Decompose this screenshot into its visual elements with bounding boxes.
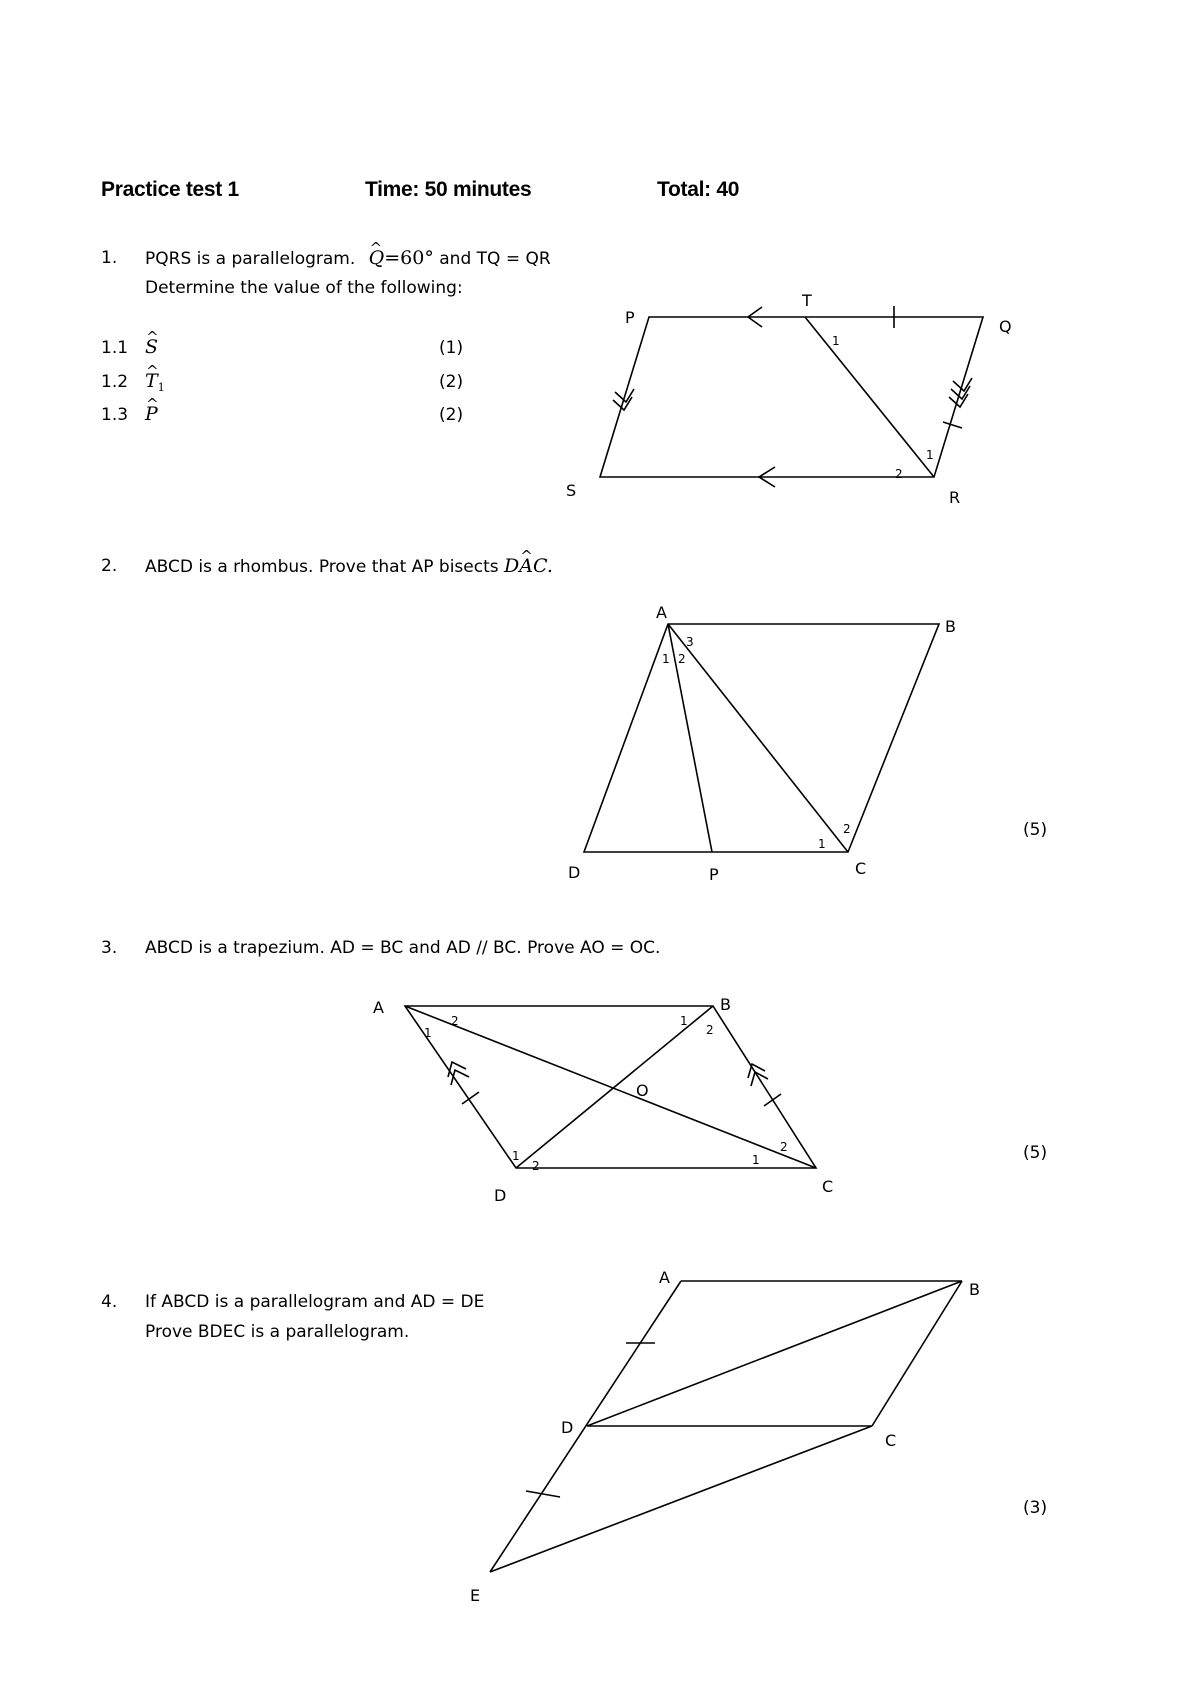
q2-label-a1: 1 <box>662 652 670 666</box>
q1-segment-tr <box>805 317 934 477</box>
diagram-q4-parallelogram <box>470 1268 980 1605</box>
diagram-q2-rhombus <box>568 603 956 884</box>
q2-text: ABCD is a rhombus. Prove that AP bisects <box>145 557 499 577</box>
q1-sub1-number: 1.1 <box>101 338 129 358</box>
q1-label-r: R <box>949 488 961 507</box>
q3-label-a2: 2 <box>451 1014 459 1028</box>
q1-tick-qr <box>943 422 962 428</box>
q3-arrow-ad-2 <box>451 1070 469 1085</box>
q1-text-b: and TQ = QR <box>439 249 551 269</box>
q3-statement: ABCD is a trapezium. AD = BC and AD // BC. Prove AO = OC. <box>145 938 661 958</box>
q1-text-a: PQRS is a parallelogram. <box>145 249 356 269</box>
q3-number: 3. <box>101 938 118 958</box>
q4-marks: (3) <box>1023 1498 1048 1518</box>
q2-label-c1: 1 <box>818 837 826 851</box>
q2-label-a2: 2 <box>678 652 686 666</box>
q2-label-a3: 3 <box>686 635 694 649</box>
q2-label-c2: 2 <box>843 822 851 836</box>
q3-label-a1: 1 <box>424 1026 432 1040</box>
q2-label-p: P <box>709 865 719 884</box>
q4-number: 4. <box>101 1292 118 1312</box>
q3-label-d2: 2 <box>532 1159 540 1173</box>
q4-label-d: D <box>561 1418 574 1437</box>
q1-instruction: Determine the value of the following: <box>145 278 463 298</box>
test-time: Time: 50 minutes <box>365 178 532 201</box>
q1-label-r1: 1 <box>926 448 934 462</box>
q2-label-a: A <box>656 603 667 622</box>
q4-segment-db <box>587 1281 962 1426</box>
test-total: Total: 40 <box>657 178 740 201</box>
q3-label-b2: 2 <box>706 1023 714 1037</box>
q2-segment-ap <box>668 624 712 852</box>
diagram-q3-trapezium <box>373 995 833 1205</box>
q4-line2: Prove BDEC is a parallelogram. <box>145 1322 410 1342</box>
q4-label-b: B <box>969 1280 980 1299</box>
q3-label-c2: 2 <box>780 1140 788 1154</box>
q1-label-t: T <box>802 291 812 310</box>
q1-angle: ^ Q=60° <box>369 247 434 269</box>
q3-label-o: O <box>636 1081 649 1100</box>
q4-line1: If ABCD is a parallelogram and AD = DE <box>145 1292 485 1312</box>
diagram-q1-parallelogram <box>566 291 1012 507</box>
q1-sub2-marks: (2) <box>439 372 464 392</box>
test-title: Practice test 1 <box>101 178 239 201</box>
q4-segment-bc <box>872 1281 962 1426</box>
q1-sub1-marks: (1) <box>439 338 464 358</box>
q4-label-a: A <box>659 1268 670 1287</box>
q1-sub2-number: 1.2 <box>101 372 129 392</box>
q2-segment-ac <box>668 624 848 852</box>
q1-label-s: S <box>566 481 577 500</box>
q3-label-b1: 1 <box>680 1014 688 1028</box>
q4-label-e: E <box>470 1586 481 1605</box>
q3-diagonal-ac <box>405 1006 816 1168</box>
q2-label-d: D <box>568 863 581 882</box>
q1-label-r2: 2 <box>895 467 903 481</box>
q3-marks: (5) <box>1023 1143 1048 1163</box>
q1-sub1-symbol: ^ S <box>145 337 158 357</box>
q3-label-d: D <box>494 1186 507 1205</box>
q1-number: 1. <box>101 248 118 268</box>
q2-abcd-outline <box>584 624 939 852</box>
q1-sub3-number: 1.3 <box>101 405 129 425</box>
q3-label-c: C <box>822 1177 834 1196</box>
q1-sub3-marks: (2) <box>439 405 464 425</box>
q4-segment-ec <box>490 1426 872 1572</box>
q3-label-a: A <box>373 998 384 1017</box>
q1-label-q: Q <box>999 317 1012 336</box>
q4-label-c: C <box>885 1431 897 1450</box>
q2-label-b: B <box>945 617 956 636</box>
q1-label-p: P <box>625 308 635 327</box>
q3-diagonal-bd <box>516 1006 713 1168</box>
q3-label-b: B <box>720 995 731 1014</box>
q2-label-c: C <box>855 859 867 878</box>
q3-label-c1: 1 <box>752 1153 760 1167</box>
q1-sub3-symbol: ^ P <box>145 404 158 424</box>
q1-label-t1: 1 <box>832 334 840 348</box>
q3-label-d1: 1 <box>512 1149 520 1163</box>
q2-number: 2. <box>101 556 118 576</box>
q3-tick-bc <box>764 1094 781 1106</box>
q2-marks: (5) <box>1023 820 1048 840</box>
q1-sub2-symbol: ^ $T_1$ <box>145 371 165 398</box>
q2-angle: D^ AC. <box>504 555 553 577</box>
